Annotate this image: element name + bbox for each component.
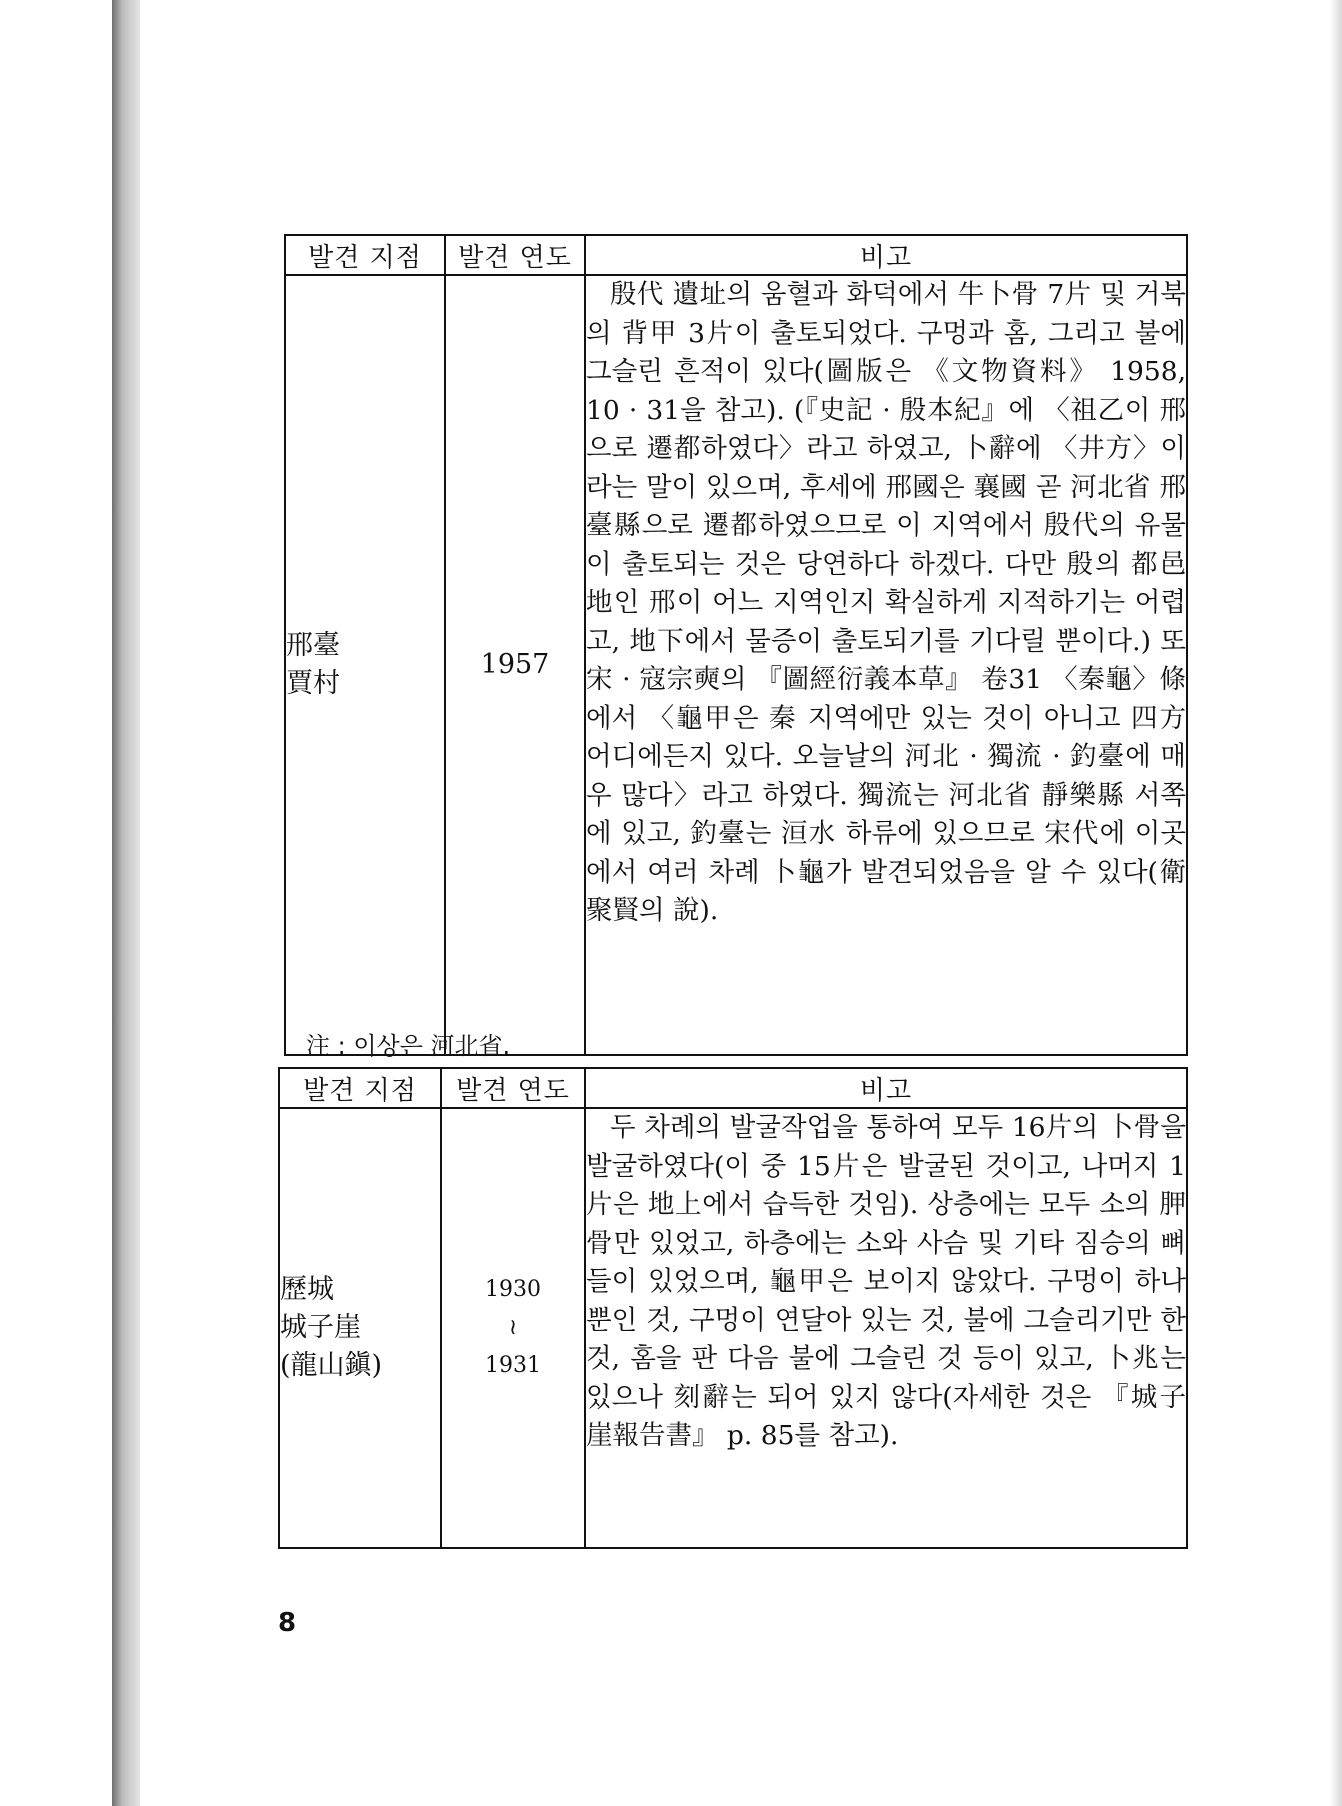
year-range-separator: ≀	[508, 1315, 518, 1340]
table-header-row	[285, 235, 1187, 275]
header-location: 발견 지점	[285, 235, 445, 275]
header-year: 발견 연도	[445, 235, 585, 275]
year-cell	[441, 1108, 585, 1548]
header-remarks: 비고	[585, 1068, 1187, 1108]
table-header-row	[279, 1068, 1187, 1108]
location-cell	[285, 275, 445, 1055]
excavation-table-shandong	[278, 1067, 1188, 1549]
page-number: 8	[278, 1608, 297, 1638]
location-cell	[279, 1108, 441, 1548]
book-spine-shadow	[112, 0, 142, 1806]
header-location: 발견 지점	[279, 1068, 441, 1108]
table-row	[279, 1108, 1187, 1548]
location-line: 歷城	[280, 1274, 334, 1305]
year-end: 1931	[485, 1353, 541, 1378]
year-start: 1930	[485, 1277, 541, 1302]
table-row	[285, 275, 1187, 1055]
page-edge-shadow	[1330, 0, 1342, 1806]
excavation-table-hebei	[284, 234, 1188, 1056]
table-footnote: 注 : 이상은 河北省.	[306, 1032, 511, 1060]
location-line: 賈村	[286, 668, 340, 699]
year-cell: 1957	[445, 275, 585, 1055]
location-line: (龍山鎭)	[280, 1350, 383, 1381]
remarks-cell: 두 차례의 발굴작업을 통하여 모두 16片의 卜骨을 발굴하였다(이 중 15片은 발굴된 것이고, 나머지 1片은 地上에서 습득한 것임). 상층에는 모두 소의 胛骨만 있었고, 하층에는 소와 사슴 및 기타 짐승의 뼈들이 있었으며, 龜甲은 보이지 않았다. 구멍이 하나뿐인 것, 구멍이 연달아 있는 것, 불에 그슬리기만 한 것, 홈을 판 다음 불에 그슬린 것 등이 있고, 卜兆는 있으나 刻辭는 되어 있지 않다(자세한 것은 『城子崖報告書』 p. 85를 참고).	[585, 1108, 1187, 1548]
location-line: 邢臺	[286, 630, 340, 661]
header-remarks: 비고	[585, 235, 1187, 275]
remarks-cell: 殷代 遺址의 움혈과 화덕에서 牛卜骨 7片 및 거북의 背甲 3片이 출토되었다. 구멍과 홈, 그리고 불에 그슬린 흔적이 있다(圖版은 《文物資料》 1958, 10 · 31을 참고). (『史記 · 殷本紀』에 〈祖乙이 邢으로 遷都하였다〉라고 하였고, 卜辭에 〈井方〉이라는 말이 있으며, 후세에 邢國은 襄國 곧 河北省 邢臺縣으로 遷都하였으므로 이 지역에서 殷代의 유물이 출토되는 것은 당연하다 하겠다. 다만 殷의 都邑地인 邢이 어느 지역인지 확실하게 지적하기는 어렵고, 地下에서 물증이 출토되기를 기다릴 뿐이다.) 또 宋 · 寇宗奭의 『圖經衍義本草』 卷31 〈秦龜〉條에서 〈龜甲은 秦 지역에만 있는 것이 아니고 四方 어디에든지 있다. 오늘날의 河北 · 獨流 · 釣臺에 매우 많다〉라고 하였다. 獨流는 河北省 靜樂縣 서쪽에 있고, 釣臺는 洹水 하류에 있으므로 宋代에 이곳에서 여러 차례 卜龜가 발견되었음을 알 수 있다(衛聚賢의 說).	[585, 275, 1187, 1055]
header-year: 발견 연도	[441, 1068, 585, 1108]
location-line: 城子崖	[280, 1312, 361, 1343]
